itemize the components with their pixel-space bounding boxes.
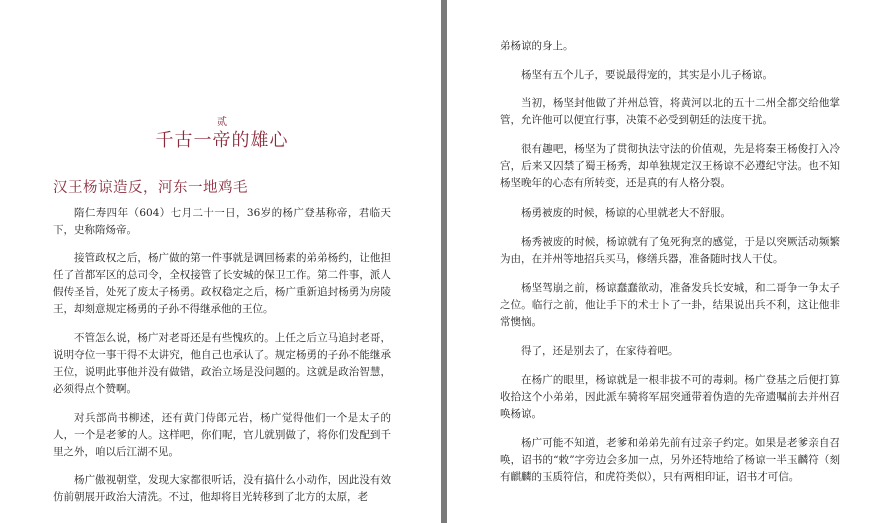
right-page — [447, 0, 893, 523]
paragraph: 弟杨谅的身上。 — [500, 40, 574, 52]
paragraph: 对兵部尚书柳述，还有黄门侍郎元岩，杨广觉得他们一个是太子的人，一个是老爹的人。这样吧，你们呢，官儿就别做了，将你们发配到千里之外，咱以后江湖不见。 — [53, 412, 391, 458]
paragraph: 在杨广的眼里，杨谅就是一根非拔不可的毒刺。杨广登基之后便打算收拾这个小弟弟，因此派车骑将军屈突通带着伪造的先帝遗嘱前去并州召唤杨谅。 — [500, 374, 840, 420]
paragraph: 很有趣吧，杨坚为了贯彻执法守法的价值观，先是将秦王杨俊打入冷宫，后来又囚禁了蜀王杨秀，却单独规定汉王杨谅不必遵纪守法。也不知杨坚晚年的心态有所转变，还是真的有人格分裂。 — [500, 143, 840, 189]
paragraph: 隋仁寿四年（604）七月二十一日，36岁的杨广登基称帝，君临天下，史称隋炀帝。 — [53, 207, 391, 236]
paragraph: 当初，杨坚封他做了并州总管，将黄河以北的五十二州全都交给他掌管，允许他可以便宜行事，决策不必受到朝廷的法度干扰。 — [500, 97, 840, 126]
paragraph: 不管怎么说，杨广对老哥还是有些愧疚的。上任之后立马追封老哥，说明夺位一事干得不太讲究，他自己也承认了。规定杨勇的子孙不能继承王位，说明此事他并没有做错，政治立场是没问题的。这就是政治智慧，必须得点个赞啊。 — [53, 332, 391, 395]
paragraph: 得了，还是别去了，在家待着吧。 — [521, 345, 679, 357]
chapter-title: 千古一帝的雄心 — [155, 130, 289, 151]
left-page — [0, 0, 441, 523]
chapter-number: 贰 — [217, 117, 227, 128]
paragraph: 杨秀被废的时候，杨谅就有了兔死狗烹的感觉，于是以突厥活动频繁为由，在并州等地招兵买马，修缮兵器，准备随时找人干仗。 — [500, 236, 840, 265]
section-title: 汉王杨谅造反，河东一地鸡毛 — [53, 180, 248, 196]
paragraph: 杨勇被废的时候，杨谅的心里就老大不舒服。 — [521, 207, 731, 219]
paragraph: 杨坚有五个儿子，要说最得宠的，其实是小儿子杨谅。 — [521, 69, 773, 81]
paragraph: 接管政权之后，杨广做的第一件事就是调回杨素的弟弟杨约，让他担任了首都军区的总司令，全权接管了长安城的保卫工作。第二件事，派人假传圣旨，处死了废太子杨勇。政权稳定之后，杨广重新追封杨勇为房陵王，却刻意规定杨勇的子孙不得继承他的王位。 — [53, 252, 391, 315]
paragraph: 杨广可能不知道，老爹和弟弟先前有过亲子约定。如果是老爹亲自召唤，诏书的“敕”字旁边会多加一点，另外还特地给了杨谅一半玉麟符（刻有麒麟的玉质符信，和虎符类似），只有两相印证，诏书才可信。 — [500, 437, 840, 483]
paragraph: 杨坚驾崩之前，杨谅蠢蠢欲动，准备发兵长安城，和二哥争一争太子之位。临行之前，他让手下的术士卜了一卦，结果说出兵不利，这让他非常懊恼。 — [500, 282, 840, 328]
paragraph: 杨广傲视朝堂，发现大家都很听话，没有搞什么小动作，因此没有效仿前朝展开政治大清洗。不过，他却将目光转移到了北方的太原，老 — [53, 474, 391, 503]
